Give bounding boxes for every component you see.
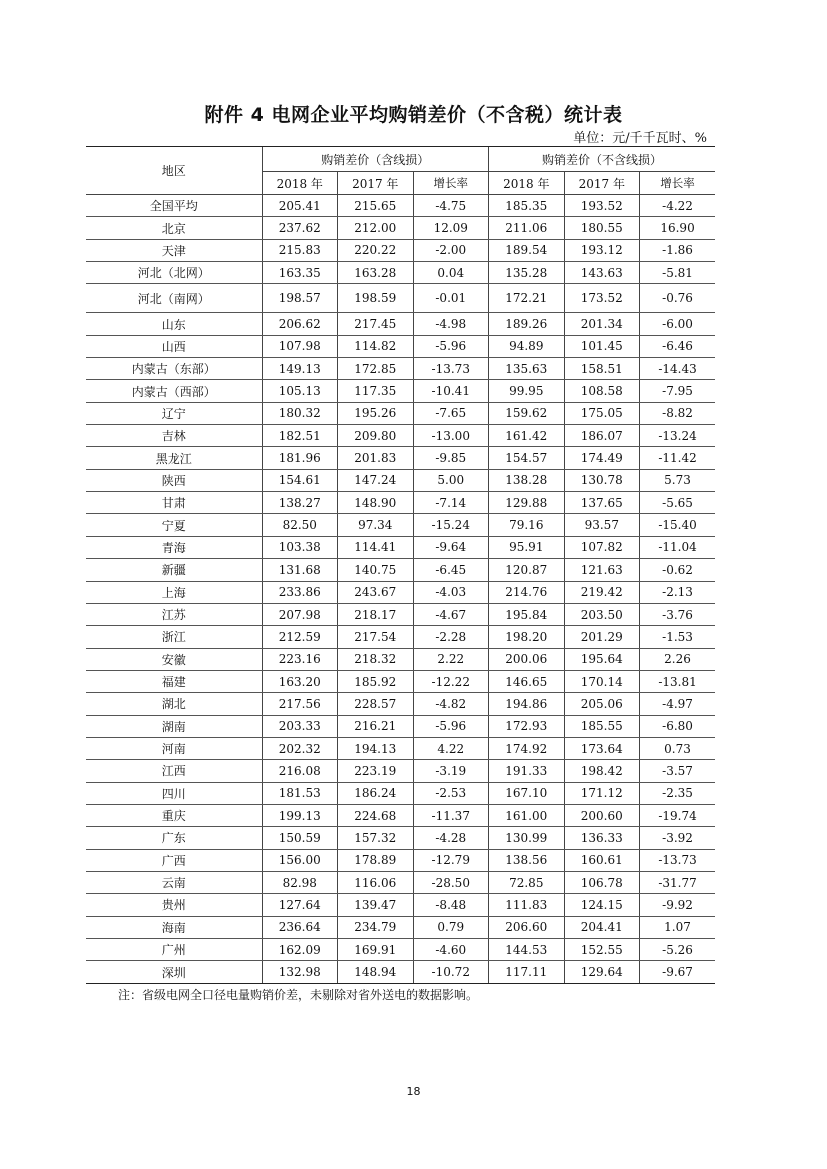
rate-without-loss: 1.07 — [640, 916, 716, 938]
value-2017-with-loss: 201.83 — [338, 447, 414, 469]
region-cell: 山东 — [86, 313, 262, 335]
rate-without-loss: 16.90 — [640, 217, 716, 239]
rate-without-loss: -13.73 — [640, 849, 716, 871]
table-row — [86, 827, 715, 849]
table-row — [86, 871, 715, 893]
table-row — [86, 961, 715, 983]
table-row — [86, 648, 715, 670]
value-2018-with-loss: 162.09 — [262, 939, 338, 961]
value-2018-with-loss: 103.38 — [262, 536, 338, 558]
region-cell: 江西 — [86, 760, 262, 782]
value-2018-with-loss: 237.62 — [262, 217, 338, 239]
value-2018-with-loss: 217.56 — [262, 693, 338, 715]
value-2018-with-loss: 182.51 — [262, 425, 338, 447]
value-2017-without-loss: 175.05 — [564, 402, 640, 424]
table-row — [86, 559, 715, 581]
value-2017-with-loss: 172.85 — [338, 358, 414, 380]
value-2018-with-loss: 198.57 — [262, 284, 338, 313]
rate-with-loss: -15.24 — [413, 514, 489, 536]
rate-without-loss: -8.82 — [640, 402, 716, 424]
unit-label: 单位：元/千千瓦时、% — [573, 131, 707, 146]
region-cell: 河北（北网） — [86, 262, 262, 284]
table-row — [86, 514, 715, 536]
value-2018-without-loss: 146.65 — [489, 670, 565, 692]
rate-without-loss: -13.24 — [640, 425, 716, 447]
rate-without-loss: -15.40 — [640, 514, 716, 536]
rate-without-loss: -4.22 — [640, 195, 716, 217]
value-2017-without-loss: 136.33 — [564, 827, 640, 849]
region-cell: 吉林 — [86, 425, 262, 447]
rate-with-loss: 0.79 — [413, 916, 489, 938]
region-cell: 海南 — [86, 916, 262, 938]
value-2017-with-loss: 216.21 — [338, 715, 414, 737]
table-title: 附件 4 电网企业平均购销差价（不含税）统计表 — [204, 104, 623, 126]
region-cell: 甘肃 — [86, 492, 262, 514]
header-rate-with-loss: 增长率 — [413, 172, 489, 195]
value-2017-without-loss: 193.12 — [564, 239, 640, 261]
value-2018-without-loss: 117.11 — [489, 961, 565, 983]
value-2017-without-loss: 93.57 — [564, 514, 640, 536]
value-2018-with-loss: 82.98 — [262, 871, 338, 893]
value-2017-without-loss: 205.06 — [564, 693, 640, 715]
value-2018-with-loss: 132.98 — [262, 961, 338, 983]
rate-without-loss: -14.43 — [640, 358, 716, 380]
value-2018-without-loss: 161.42 — [489, 425, 565, 447]
value-2018-without-loss: 138.28 — [489, 469, 565, 491]
rate-with-loss: -10.41 — [413, 380, 489, 402]
value-2018-with-loss: 202.32 — [262, 737, 338, 759]
value-2017-without-loss: 193.52 — [564, 195, 640, 217]
value-2017-without-loss: 158.51 — [564, 358, 640, 380]
value-2018-without-loss: 120.87 — [489, 559, 565, 581]
header-2018-without-loss: 2018 年 — [489, 172, 565, 195]
rate-without-loss: -11.42 — [640, 447, 716, 469]
value-2018-with-loss: 215.83 — [262, 239, 338, 261]
table-row — [86, 536, 715, 558]
value-2017-with-loss: 114.82 — [338, 335, 414, 357]
rate-with-loss: -12.22 — [413, 670, 489, 692]
table-row — [86, 380, 715, 402]
table-row — [86, 804, 715, 826]
value-2017-without-loss: 124.15 — [564, 894, 640, 916]
value-2017-with-loss: 209.80 — [338, 425, 414, 447]
value-2017-without-loss: 204.41 — [564, 916, 640, 938]
header-region: 地区 — [86, 147, 262, 195]
region-cell: 宁夏 — [86, 514, 262, 536]
rate-without-loss: -1.86 — [640, 239, 716, 261]
value-2017-without-loss: 121.63 — [564, 559, 640, 581]
region-cell: 重庆 — [86, 804, 262, 826]
rate-without-loss: -2.35 — [640, 782, 716, 804]
value-2017-without-loss: 180.55 — [564, 217, 640, 239]
value-2017-without-loss: 200.60 — [564, 804, 640, 826]
value-2017-with-loss: 217.54 — [338, 626, 414, 648]
rate-with-loss: -11.37 — [413, 804, 489, 826]
value-2017-without-loss: 170.14 — [564, 670, 640, 692]
table-row — [86, 894, 715, 916]
value-2017-without-loss: 101.45 — [564, 335, 640, 357]
value-2018-without-loss: 99.95 — [489, 380, 565, 402]
rate-without-loss: -3.92 — [640, 827, 716, 849]
value-2017-with-loss: 97.34 — [338, 514, 414, 536]
rate-without-loss: -13.81 — [640, 670, 716, 692]
table-body — [86, 195, 715, 984]
value-2018-with-loss: 180.32 — [262, 402, 338, 424]
region-cell: 福建 — [86, 670, 262, 692]
rate-without-loss: -0.76 — [640, 284, 716, 313]
region-cell: 内蒙古（东部） — [86, 358, 262, 380]
value-2018-with-loss: 216.08 — [262, 760, 338, 782]
value-2018-with-loss: 150.59 — [262, 827, 338, 849]
rate-without-loss: -1.53 — [640, 626, 716, 648]
table-row — [86, 469, 715, 491]
value-2017-with-loss: 224.68 — [338, 804, 414, 826]
region-cell: 浙江 — [86, 626, 262, 648]
value-2018-with-loss: 233.86 — [262, 581, 338, 603]
header-group-with-loss: 购销差价（含线损） — [262, 147, 489, 172]
region-cell: 湖北 — [86, 693, 262, 715]
rate-with-loss: 5.00 — [413, 469, 489, 491]
page-number: 18 — [406, 1085, 421, 1098]
rate-without-loss: -5.26 — [640, 939, 716, 961]
region-cell: 河南 — [86, 737, 262, 759]
value-2017-with-loss: 195.26 — [338, 402, 414, 424]
region-cell: 安徽 — [86, 648, 262, 670]
value-2018-with-loss: 207.98 — [262, 603, 338, 625]
header-group-without-loss: 购销差价（不含线损） — [489, 147, 716, 172]
table-row — [86, 335, 715, 357]
region-cell: 上海 — [86, 581, 262, 603]
price-difference-table — [86, 146, 715, 984]
table-row — [86, 447, 715, 469]
value-2017-without-loss: 201.34 — [564, 313, 640, 335]
header-2018-with-loss: 2018 年 — [262, 172, 338, 195]
value-2017-with-loss: 220.22 — [338, 239, 414, 261]
rate-with-loss: -5.96 — [413, 335, 489, 357]
region-cell: 北京 — [86, 217, 262, 239]
value-2017-with-loss: 218.17 — [338, 603, 414, 625]
rate-with-loss: 4.22 — [413, 737, 489, 759]
value-2018-with-loss: 199.13 — [262, 804, 338, 826]
rate-with-loss: -0.01 — [413, 284, 489, 313]
value-2018-without-loss: 95.91 — [489, 536, 565, 558]
value-2017-without-loss: 198.42 — [564, 760, 640, 782]
table-row — [86, 425, 715, 447]
value-2018-with-loss: 181.96 — [262, 447, 338, 469]
value-2018-without-loss: 189.54 — [489, 239, 565, 261]
value-2017-with-loss: 185.92 — [338, 670, 414, 692]
rate-with-loss: -4.03 — [413, 581, 489, 603]
value-2018-without-loss: 172.21 — [489, 284, 565, 313]
value-2017-with-loss: 198.59 — [338, 284, 414, 313]
table-row — [86, 939, 715, 961]
value-2017-without-loss: 195.64 — [564, 648, 640, 670]
value-2018-without-loss: 198.20 — [489, 626, 565, 648]
value-2018-with-loss: 223.16 — [262, 648, 338, 670]
rate-without-loss: -31.77 — [640, 871, 716, 893]
value-2017-without-loss: 174.49 — [564, 447, 640, 469]
value-2017-without-loss: 219.42 — [564, 581, 640, 603]
value-2017-with-loss: 140.75 — [338, 559, 414, 581]
value-2017-without-loss: 185.55 — [564, 715, 640, 737]
value-2017-with-loss: 194.13 — [338, 737, 414, 759]
rate-without-loss: 2.26 — [640, 648, 716, 670]
value-2017-with-loss: 223.19 — [338, 760, 414, 782]
value-2018-without-loss: 130.99 — [489, 827, 565, 849]
value-2018-without-loss: 200.06 — [489, 648, 565, 670]
value-2017-with-loss: 114.41 — [338, 536, 414, 558]
value-2017-with-loss: 215.65 — [338, 195, 414, 217]
value-2017-with-loss: 116.06 — [338, 871, 414, 893]
rate-without-loss: 5.73 — [640, 469, 716, 491]
value-2018-without-loss: 72.85 — [489, 871, 565, 893]
value-2018-without-loss: 206.60 — [489, 916, 565, 938]
value-2018-with-loss: 205.41 — [262, 195, 338, 217]
value-2018-without-loss: 214.76 — [489, 581, 565, 603]
value-2018-without-loss: 159.62 — [489, 402, 565, 424]
value-2017-without-loss: 203.50 — [564, 603, 640, 625]
value-2017-without-loss: 160.61 — [564, 849, 640, 871]
value-2018-without-loss: 144.53 — [489, 939, 565, 961]
region-cell: 内蒙古（西部） — [86, 380, 262, 402]
rate-without-loss: -4.97 — [640, 693, 716, 715]
table-row — [86, 849, 715, 871]
value-2017-with-loss: 147.24 — [338, 469, 414, 491]
value-2018-with-loss: 105.13 — [262, 380, 338, 402]
table-row — [86, 284, 715, 313]
value-2018-with-loss: 203.33 — [262, 715, 338, 737]
value-2018-with-loss: 163.20 — [262, 670, 338, 692]
value-2017-with-loss: 139.47 — [338, 894, 414, 916]
rate-without-loss: -9.92 — [640, 894, 716, 916]
value-2018-without-loss: 129.88 — [489, 492, 565, 514]
table-row — [86, 239, 715, 261]
rate-with-loss: -12.79 — [413, 849, 489, 871]
table-row — [86, 626, 715, 648]
value-2017-without-loss: 171.12 — [564, 782, 640, 804]
value-2017-with-loss: 217.45 — [338, 313, 414, 335]
value-2017-without-loss: 173.52 — [564, 284, 640, 313]
rate-without-loss: -19.74 — [640, 804, 716, 826]
header-2017-without-loss: 2017 年 — [564, 172, 640, 195]
region-cell: 江苏 — [86, 603, 262, 625]
value-2017-without-loss: 129.64 — [564, 961, 640, 983]
value-2017-without-loss: 130.78 — [564, 469, 640, 491]
value-2017-with-loss: 178.89 — [338, 849, 414, 871]
value-2018-without-loss: 135.63 — [489, 358, 565, 380]
region-cell: 广西 — [86, 849, 262, 871]
rate-with-loss: -13.73 — [413, 358, 489, 380]
rate-with-loss: -3.19 — [413, 760, 489, 782]
value-2018-with-loss: 82.50 — [262, 514, 338, 536]
region-cell: 青海 — [86, 536, 262, 558]
value-2017-without-loss: 106.78 — [564, 871, 640, 893]
region-cell: 辽宁 — [86, 402, 262, 424]
value-2017-without-loss: 143.63 — [564, 262, 640, 284]
value-2018-without-loss: 174.92 — [489, 737, 565, 759]
region-cell: 新疆 — [86, 559, 262, 581]
value-2018-without-loss: 191.33 — [489, 760, 565, 782]
table-row — [86, 195, 715, 217]
rate-without-loss: -0.62 — [640, 559, 716, 581]
rate-with-loss: -2.28 — [413, 626, 489, 648]
value-2018-with-loss: 236.64 — [262, 916, 338, 938]
rate-without-loss: -6.80 — [640, 715, 716, 737]
table-row — [86, 670, 715, 692]
rate-with-loss: 12.09 — [413, 217, 489, 239]
rate-without-loss: -6.00 — [640, 313, 716, 335]
value-2017-with-loss: 117.35 — [338, 380, 414, 402]
rate-with-loss: -10.72 — [413, 961, 489, 983]
rate-with-loss: -2.00 — [413, 239, 489, 261]
value-2018-without-loss: 94.89 — [489, 335, 565, 357]
value-2017-with-loss: 212.00 — [338, 217, 414, 239]
table-row — [86, 693, 715, 715]
value-2018-with-loss: 163.35 — [262, 262, 338, 284]
value-2017-with-loss: 243.67 — [338, 581, 414, 603]
rate-without-loss: -5.65 — [640, 492, 716, 514]
value-2018-without-loss: 195.84 — [489, 603, 565, 625]
value-2018-with-loss: 127.64 — [262, 894, 338, 916]
rate-without-loss: -5.81 — [640, 262, 716, 284]
table-row — [86, 603, 715, 625]
value-2018-with-loss: 138.27 — [262, 492, 338, 514]
value-2017-with-loss: 148.94 — [338, 961, 414, 983]
value-2017-without-loss: 201.29 — [564, 626, 640, 648]
value-2018-without-loss: 111.83 — [489, 894, 565, 916]
rate-with-loss: -7.14 — [413, 492, 489, 514]
rate-with-loss: -4.28 — [413, 827, 489, 849]
rate-without-loss: -3.57 — [640, 760, 716, 782]
value-2018-with-loss: 131.68 — [262, 559, 338, 581]
value-2018-without-loss: 211.06 — [489, 217, 565, 239]
rate-with-loss: -4.67 — [413, 603, 489, 625]
value-2018-without-loss: 79.16 — [489, 514, 565, 536]
value-2018-without-loss: 172.93 — [489, 715, 565, 737]
table-row — [86, 492, 715, 514]
value-2017-with-loss: 169.91 — [338, 939, 414, 961]
value-2018-without-loss: 189.26 — [489, 313, 565, 335]
region-cell: 广东 — [86, 827, 262, 849]
value-2018-with-loss: 206.62 — [262, 313, 338, 335]
rate-with-loss: -8.48 — [413, 894, 489, 916]
value-2018-without-loss: 138.56 — [489, 849, 565, 871]
rate-with-loss: 0.04 — [413, 262, 489, 284]
table-row — [86, 262, 715, 284]
value-2017-with-loss: 218.32 — [338, 648, 414, 670]
value-2017-with-loss: 234.79 — [338, 916, 414, 938]
table-row — [86, 581, 715, 603]
rate-with-loss: -4.60 — [413, 939, 489, 961]
value-2018-with-loss: 181.53 — [262, 782, 338, 804]
value-2017-without-loss: 108.58 — [564, 380, 640, 402]
table-row — [86, 402, 715, 424]
value-2018-with-loss: 107.98 — [262, 335, 338, 357]
value-2018-without-loss: 194.86 — [489, 693, 565, 715]
rate-with-loss: -7.65 — [413, 402, 489, 424]
value-2017-with-loss: 157.32 — [338, 827, 414, 849]
table-row — [86, 782, 715, 804]
value-2017-without-loss: 173.64 — [564, 737, 640, 759]
value-2018-with-loss: 154.61 — [262, 469, 338, 491]
table-row — [86, 313, 715, 335]
table-row — [86, 715, 715, 737]
region-cell: 深圳 — [86, 961, 262, 983]
header-rate-without-loss: 增长率 — [640, 172, 716, 195]
value-2017-without-loss: 152.55 — [564, 939, 640, 961]
rate-without-loss: -7.95 — [640, 380, 716, 402]
table-row — [86, 217, 715, 239]
value-2018-without-loss: 135.28 — [489, 262, 565, 284]
rate-without-loss: -6.46 — [640, 335, 716, 357]
rate-without-loss: -3.76 — [640, 603, 716, 625]
rate-with-loss: 2.22 — [413, 648, 489, 670]
rate-with-loss: -4.98 — [413, 313, 489, 335]
region-cell: 山西 — [86, 335, 262, 357]
rate-without-loss: -2.13 — [640, 581, 716, 603]
value-2018-with-loss: 149.13 — [262, 358, 338, 380]
value-2017-without-loss: 137.65 — [564, 492, 640, 514]
value-2018-without-loss: 185.35 — [489, 195, 565, 217]
value-2018-without-loss: 161.00 — [489, 804, 565, 826]
region-cell: 河北（南网） — [86, 284, 262, 313]
value-2018-without-loss: 154.57 — [489, 447, 565, 469]
value-2017-with-loss: 163.28 — [338, 262, 414, 284]
rate-with-loss: -13.00 — [413, 425, 489, 447]
region-cell: 全国平均 — [86, 195, 262, 217]
value-2017-with-loss: 186.24 — [338, 782, 414, 804]
value-2017-with-loss: 228.57 — [338, 693, 414, 715]
rate-without-loss: -9.67 — [640, 961, 716, 983]
rate-with-loss: -4.82 — [413, 693, 489, 715]
rate-with-loss: -28.50 — [413, 871, 489, 893]
rate-with-loss: -4.75 — [413, 195, 489, 217]
rate-with-loss: -9.64 — [413, 536, 489, 558]
rate-without-loss: -11.04 — [640, 536, 716, 558]
table-row — [86, 760, 715, 782]
value-2018-with-loss: 212.59 — [262, 626, 338, 648]
rate-with-loss: -9.85 — [413, 447, 489, 469]
table-row — [86, 737, 715, 759]
value-2017-without-loss: 186.07 — [564, 425, 640, 447]
value-2017-without-loss: 107.82 — [564, 536, 640, 558]
footnote: 注：省级电网全口径电量购销价差，未剔除对省外送电的数据影响。 — [118, 988, 479, 1002]
table-row — [86, 358, 715, 380]
region-cell: 黑龙江 — [86, 447, 262, 469]
rate-with-loss: -2.53 — [413, 782, 489, 804]
region-cell: 天津 — [86, 239, 262, 261]
value-2017-with-loss: 148.90 — [338, 492, 414, 514]
rate-with-loss: -5.96 — [413, 715, 489, 737]
value-2018-without-loss: 167.10 — [489, 782, 565, 804]
rate-with-loss: -6.45 — [413, 559, 489, 581]
region-cell: 云南 — [86, 871, 262, 893]
table-row — [86, 916, 715, 938]
region-cell: 湖南 — [86, 715, 262, 737]
value-2018-with-loss: 156.00 — [262, 849, 338, 871]
region-cell: 贵州 — [86, 894, 262, 916]
region-cell: 广州 — [86, 939, 262, 961]
region-cell: 四川 — [86, 782, 262, 804]
header-2017-with-loss: 2017 年 — [338, 172, 414, 195]
rate-without-loss: 0.73 — [640, 737, 716, 759]
region-cell: 陕西 — [86, 469, 262, 491]
